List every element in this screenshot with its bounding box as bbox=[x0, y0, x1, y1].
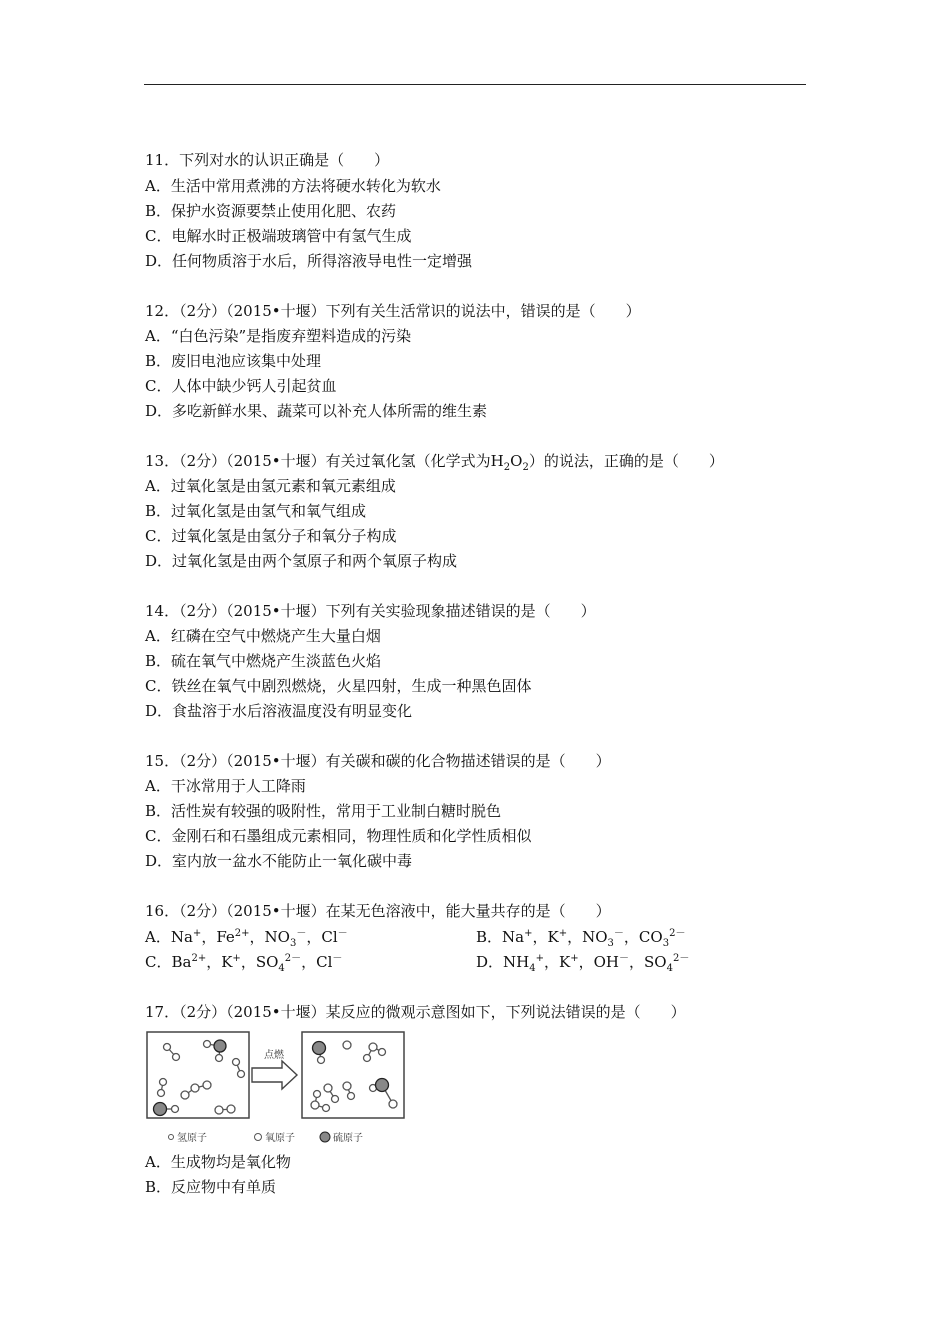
q17-option-b: B．反应物中有单质 bbox=[145, 1178, 277, 1196]
q16-stem: 16．（2分）（2015•十堰）在某无色溶液中，能大量共存的是（ ） bbox=[145, 902, 611, 920]
q12-option-d: D．多吃新鲜水果、蔬菜可以补充人体所需的维生素 bbox=[145, 402, 488, 420]
legend-sulfur: 硫原子 bbox=[333, 1133, 363, 1144]
q15-option-d: D．室内放一盆水不能防止一氧化碳中毒 bbox=[145, 852, 413, 870]
q15-option-c: C．金刚石和石墨组成元素相同，物理性质和化学性质相似 bbox=[145, 827, 532, 845]
q13-option-b: B．过氧化氢是由氢气和氧气组成 bbox=[145, 502, 367, 520]
legend bbox=[169, 1131, 364, 1144]
q12-option-b: B．废旧电池应该集中处理 bbox=[145, 352, 322, 370]
q14-option-b: B．硫在氧气中燃烧产生淡蓝色火焰 bbox=[145, 652, 382, 670]
q11-option-b: B．保护水资源要禁止使用化肥、农药 bbox=[145, 202, 397, 220]
q13-option-d: D．过氧化氢是由两个氢原子和两个氧原子构成 bbox=[145, 552, 458, 570]
header-rule bbox=[144, 84, 806, 85]
q15-stem: 15．（2分）（2015•十堰）有关碳和碳的化合物描述错误的是（ ） bbox=[145, 752, 611, 770]
legend-oxygen: 氧原子 bbox=[265, 1133, 295, 1144]
q14-option-c: C．铁丝在氧气中剧烈燃烧，火星四射，生成一种黑色固体 bbox=[145, 677, 532, 695]
q13-stem: 13．（2分）（2015•十堰）有关过氧化氢（化学式为$H_2O_2$）的说法，正确的是（ ） bbox=[145, 452, 724, 473]
q13-option-c: C．过氧化氢是由氢分子和氧分子构成 bbox=[145, 527, 397, 545]
q16-option-a: A．Na+，$Fe^{2+}$，$NO_3^-$，Cl－ bbox=[145, 928, 348, 949]
q12-stem: 12．（2分）（2015•十堰）下列有关生活常识的说法中，错误的是（ ） bbox=[145, 302, 641, 320]
q11-option-d: D．任何物质溶于水后，所得溶液导电性一定增强 bbox=[145, 252, 473, 270]
sulfur-atom-icon bbox=[320, 1132, 330, 1142]
arrow-label: 点燃 bbox=[264, 1050, 284, 1061]
reaction-arrow-icon bbox=[252, 1048, 297, 1089]
hydrogen-atom-icon bbox=[169, 1135, 174, 1140]
q15-option-a: A．干冰常用于人工降雨 bbox=[145, 777, 306, 795]
q17-option-a: A．生成物均是氧化物 bbox=[145, 1153, 291, 1171]
q11-stem: 11．下列对水的认识正确是（ ） bbox=[145, 151, 390, 169]
q14-option-a: A．红磷在空气中燃烧产生大量白烟 bbox=[145, 627, 381, 645]
q13-option-a: A．过氧化氢是由氢元素和氧元素组成 bbox=[145, 477, 396, 495]
q11-option-c: C．电解水时正极端玻璃管中有氢气生成 bbox=[145, 227, 412, 245]
reaction-micro-diagram bbox=[145, 1030, 407, 1148]
q12-option-a: A．“白色污染”是指废弃塑料造成的污染 bbox=[145, 327, 412, 345]
q14-stem: 14．（2分）（2015•十堰）下列有关实验现象描述错误的是（ ） bbox=[145, 602, 596, 620]
oxygen-atom-icon bbox=[255, 1134, 262, 1141]
legend-hydrogen: 氢原子 bbox=[177, 1133, 207, 1144]
q11-option-a: A．生活中常用煮沸的方法将硬水转化为软水 bbox=[145, 177, 441, 195]
q14-option-d: D．食盐溶于水后溶液温度没有明显变化 bbox=[145, 702, 413, 720]
q16-option-c: C．$Ba^{2+}$，K+，$SO_4^{2-}$，Cl－ bbox=[145, 953, 343, 974]
q16-option-d: D．$NH_4^+$，K+，OH－，$SO_4^{2-}$ bbox=[476, 953, 690, 974]
q17-stem: 17．（2分）（2015•十堰）某反应的微观示意图如下，下列说法错误的是（ ） bbox=[145, 1003, 686, 1021]
q15-option-b: B．活性炭有较强的吸附性，常用于工业制白糖时脱色 bbox=[145, 802, 502, 820]
q12-option-c: C．人体中缺少钙人引起贫血 bbox=[145, 377, 337, 395]
q16-option-b: B．Na+，K+，$NO_3^-$，$CO_3^{2-}$ bbox=[476, 928, 686, 949]
